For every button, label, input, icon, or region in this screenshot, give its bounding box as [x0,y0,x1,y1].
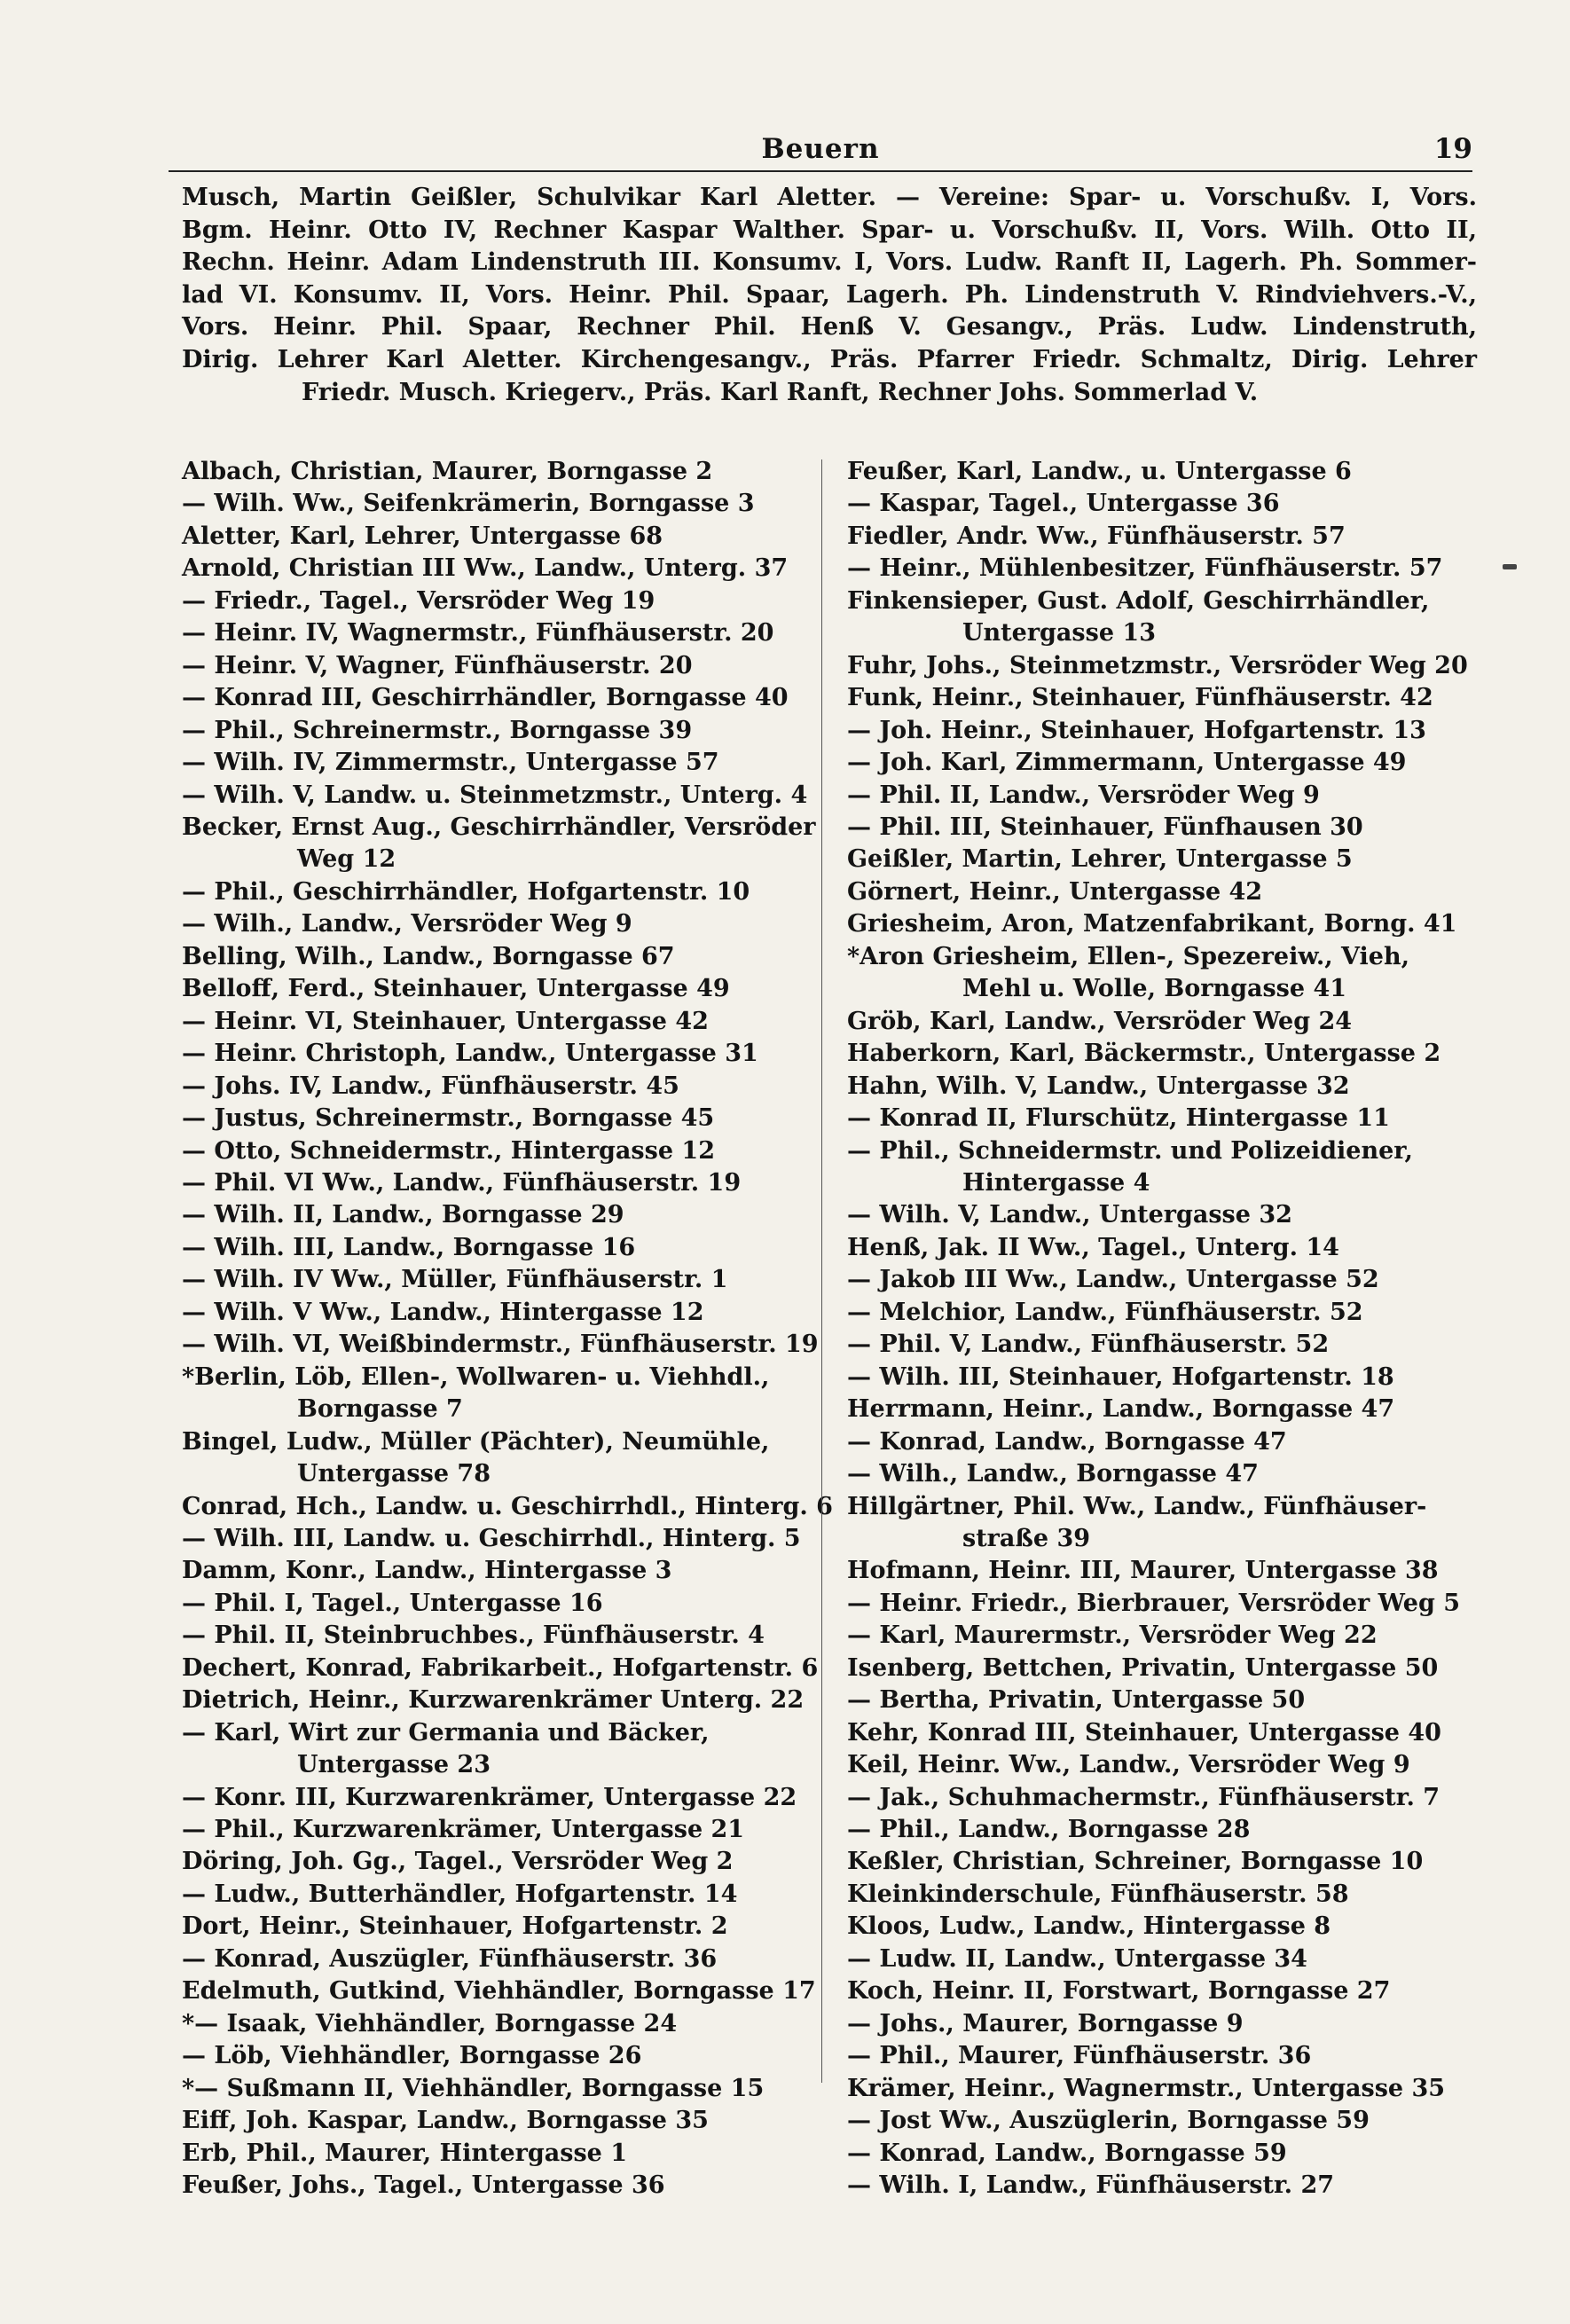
directory-entry: — Konrad, Landw., Borngasse 47 [847,1427,1287,1456]
page-number: 19 [1433,133,1472,165]
directory-entry: Erb, Phil., Maurer, Hintergasse 1 [182,2139,628,2167]
directory-entry: *Berlin, Löb, Ellen-, Wollwaren- u. Viehhdl., [182,1362,770,1391]
directory-entry: — Heinr. Friedr., Bierbrauer, Versröder Weg 5 [847,1589,1461,1617]
entry-continuation: Mehl u. Wolle, Borngasse 41 [962,975,1347,1003]
directory-entry: — Ludw. II, Landw., Untergasse 34 [847,1944,1307,1973]
directory-entry: — Phil. III, Steinhauer, Fünfhausen 30 [847,813,1363,841]
directory-entry: Fuhr, Johs., Steinmetzmstr., Versröder Weg 20 [847,651,1468,679]
intro-line: lad VI. Konsumv. II, Vors. Heinr. Phil. Spaar, Lagerh. Ph. Lindenstruth V. Rindviehvers.-V., [182,280,1477,309]
directory-entry: — Phil., Maurer, Fünfhäuserstr. 36 [847,2042,1312,2070]
directory-entry: Herrmann, Heinr., Landw., Borngasse 47 [847,1395,1395,1424]
directory-entry: — Konrad II, Flurschütz, Hintergasse 11 [847,1104,1390,1133]
directory-entry: *Aron Griesheim, Ellen-, Spezereiw., Vieh, [847,942,1409,970]
directory-entry: — Heinr. IV, Wagnermstr., Fünfhäuserstr. 20 [182,619,774,648]
directory-entry: Dietrich, Heinr., Kurzwarenkrämer Unterg. 22 [182,1686,805,1715]
directory-entry: Belling, Wilh., Landw., Borngasse 67 [182,942,675,970]
directory-entry: Funk, Heinr., Steinhauer, Fünfhäuserstr. 42 [847,684,1433,712]
running-title: Beuern [761,133,880,165]
directory-entry: — Wilh. III, Landw. u. Geschirrhdl., Hinterg. 5 [182,1524,801,1552]
directory-entry: — Konrad, Landw., Borngasse 59 [847,2139,1287,2167]
directory-entry: — Heinr., Mühlenbesitzer, Fünfhäuserstr. 57 [847,554,1443,583]
directory-entry: Kleinkinderschule, Fünfhäuserstr. 58 [847,1880,1349,1908]
directory-entry: Gröb, Karl, Landw., Versröder Weg 24 [847,1007,1353,1035]
directory-entry: Albach, Christian, Maurer, Borngasse 2 [182,458,713,485]
directory-entry: — Phil., Landw., Borngasse 28 [847,1816,1251,1844]
entry-continuation: Hintergasse 4 [962,1168,1150,1197]
intro-line: Vors. Heinr. Phil. Spaar, Rechner Phil. Henß V. Gesangv., Präs. Ludw. Lindenstruth, [182,313,1477,342]
directory-entry: — Jak., Schuhmachermstr., Fünfhäuserstr. 7 [847,1783,1440,1811]
directory-entry: — Phil., Geschirrhändler, Hofgartenstr. 10 [182,877,750,906]
directory-entry: — Phil. V, Landw., Fünfhäuserstr. 52 [847,1331,1330,1359]
directory-entry: — Konrad III, Geschirrhändler, Borngasse 40 [182,684,789,712]
directory-entry: — Friedr., Tagel., Versröder Weg 19 [182,586,655,615]
directory-entry: — Phil., Schreinermstr., Borngasse 39 [182,716,693,744]
directory-entry: — Johs., Maurer, Borngasse 9 [847,2009,1244,2037]
directory-entry: Feußer, Karl, Landw., u. Untergasse 6 [847,458,1352,485]
directory-entry: — Kaspar, Tagel., Untergasse 36 [847,490,1280,518]
directory-entry: — Wilh. I, Landw., Fünfhäuserstr. 27 [847,2171,1335,2200]
directory-entry: — Karl, Maurermstr., Versröder Weg 22 [847,1621,1378,1650]
directory-entry: — Phil. II, Landw., Versröder Weg 9 [847,781,1320,809]
intro-line: Rechn. Heinr. Adam Lindenstruth III. Konsumv. I, Vors. Ludw. Ranft II, Lagerh. Ph. Sommer- [182,248,1477,277]
directory-entry: — Heinr. Christoph, Landw., Untergasse 31 [182,1040,758,1068]
directory-entry: Kehr, Konrad III, Steinhauer, Untergasse 40 [847,1718,1441,1747]
directory-entry: — Jakob III Ww., Landw., Untergasse 52 [847,1266,1379,1294]
directory-entry: — Melchior, Landw., Fünfhäuserstr. 52 [847,1298,1363,1326]
right-column [847,456,1477,2202]
directory-entry: — Wilh. II, Landw., Borngasse 29 [182,1201,624,1229]
associations-paragraph [182,182,1477,409]
directory-entry: Arnold, Christian III Ww., Landw., Unterg. 37 [182,554,789,583]
directory-entry: Becker, Ernst Aug., Geschirrhändler, Versröder [182,813,816,841]
directory-entry: Henß, Jak. II Ww., Tagel., Unterg. 14 [847,1233,1339,1261]
directory-entry: — Wilh. V, Landw., Untergasse 32 [847,1201,1292,1229]
directory-entry: Isenberg, Bettchen, Privatin, Untergasse 50 [847,1653,1439,1682]
directory-entry: — Wilh. III, Landw., Borngasse 16 [182,1233,636,1261]
intro-line: Friedr. Musch. Kriegerv., Präs. Karl Ranft, Rechner Johs. Sommerlad V. [302,378,1259,406]
directory-entry: — Wilh. V Ww., Landw., Hintergasse 12 [182,1298,704,1326]
directory-entry: Conrad, Hch., Landw. u. Geschirrhdl., Hinterg. 6 [182,1492,833,1520]
directory-entry: Hahn, Wilh. V, Landw., Untergasse 32 [847,1072,1350,1100]
directory-entry: Geißler, Martin, Lehrer, Untergasse 5 [847,845,1353,874]
directory-entry: — Karl, Wirt zur Germania und Bäcker, [182,1718,710,1747]
directory-entry: Bingel, Ludw., Müller (Pächter), Neumühle, [182,1427,770,1456]
directory-entry: Keßler, Christian, Schreiner, Borngasse 10 [847,1848,1424,1876]
directory-entry: Dort, Heinr., Steinhauer, Hofgartenstr. 2 [182,1912,728,1941]
directory-entry: — Joh. Karl, Zimmermann, Untergasse 49 [847,749,1407,777]
directory-entry: — Wilh. III, Steinhauer, Hofgartenstr. 18 [847,1362,1394,1391]
directory-entry: — Phil. II, Steinbruchbes., Fünfhäuserstr. 4 [182,1621,765,1650]
entry-continuation: Untergasse 23 [297,1751,491,1779]
entry-continuation: Untergasse 78 [297,1460,491,1488]
page-header [169,133,1472,169]
directory-entry: Haberkorn, Karl, Bäckermstr., Untergasse 2 [847,1040,1441,1068]
directory-entry: — Johs. IV, Landw., Fünfhäuserstr. 45 [182,1072,679,1100]
column-divider [821,459,822,2083]
directory-entry: Kloos, Ludw., Landw., Hintergasse 8 [847,1912,1331,1941]
directory-entry: — Wilh. VI, Weißbindermstr., Fünfhäuserstr. 19 [182,1331,819,1359]
directory-entry: — Joh. Heinr., Steinhauer, Hofgartenstr. 13 [847,716,1426,744]
directory-entry: Griesheim, Aron, Matzenfabrikant, Borng. 41 [847,910,1457,938]
directory-entry: — Justus, Schreinermstr., Borngasse 45 [182,1104,715,1133]
directory-entry: Görnert, Heinr., Untergasse 42 [847,877,1263,906]
directory-entry: Hofmann, Heinr. III, Maurer, Untergasse 38 [847,1557,1439,1585]
directory-entry: Damm, Konr., Landw., Hintergasse 3 [182,1557,672,1585]
directory-entry: — Phil., Schneidermstr. und Polizeidiener, [847,1136,1413,1165]
intro-line: Musch, Martin Geißler, Schulvikar Karl Aletter. — Vereine: Spar- u. Vorschußv. I, Vors. [182,184,1477,211]
directory-entry: Döring, Joh. Gg., Tagel., Versröder Weg 2 [182,1848,734,1876]
directory-entry: — Wilh. IV, Zimmermstr., Untergasse 57 [182,749,719,777]
left-column [182,456,833,2202]
directory-entry: — Wilh., Landw., Versröder Weg 9 [182,910,632,938]
directory-entry: Eiff, Joh. Kaspar, Landw., Borngasse 35 [182,2107,709,2135]
intro-line: Dirig. Lehrer Karl Aletter. Kirchengesangv., Präs. Pfarrer Friedr. Schmaltz, Dirig. Lehrer [182,345,1477,373]
directory-entry: Krämer, Heinr., Wagnermstr., Untergasse 35 [847,2074,1446,2102]
directory-entry: *— Sußmann II, Viehhändler, Borngasse 15 [182,2074,765,2102]
directory-entry: Koch, Heinr. II, Forstwart, Borngasse 27 [847,1977,1391,2006]
directory-entry: — Bertha, Privatin, Untergasse 50 [847,1686,1306,1715]
directory-entry: — Jost Ww., Auszüglerin, Borngasse 59 [847,2107,1370,2135]
directory-entry: — Otto, Schneidermstr., Hintergasse 12 [182,1136,715,1165]
directory-entry: Edelmuth, Gutkind, Viehhändler, Borngasse 17 [182,1977,816,2006]
directory-entry: — Wilh., Landw., Borngasse 47 [847,1460,1259,1488]
directory-entry: — Löb, Viehhändler, Borngasse 26 [182,2042,642,2070]
directory-entry: — Konrad, Auszügler, Fünfhäuserstr. 36 [182,1944,718,1973]
directory-entry: Belloff, Ferd., Steinhauer, Untergasse 49 [182,975,730,1003]
directory-entry: — Wilh. V, Landw. u. Steinmetzmstr., Unterg. 4 [182,781,808,809]
header-rule [169,170,1472,172]
directory-entry: — Heinr. VI, Steinhauer, Untergasse 42 [182,1007,709,1035]
directory-entry: — Ludw., Butterhändler, Hofgartenstr. 14 [182,1880,738,1908]
directory-entry: — Wilh. Ww., Seifenkrämerin, Borngasse 3 [182,490,755,518]
directory-entry: — Phil. I, Tagel., Untergasse 16 [182,1589,603,1617]
entry-continuation: Borngasse 7 [297,1395,463,1424]
directory-entry: Hillgärtner, Phil. Ww., Landw., Fünfhäuser- [847,1492,1427,1520]
directory-entry: Dechert, Konrad, Fabrikarbeit., Hofgartenstr. 6 [182,1653,819,1682]
directory-entry: Aletter, Karl, Lehrer, Untergasse 68 [182,522,663,550]
directory-entry: — Wilh. IV Ww., Müller, Fünfhäuserstr. 1 [182,1266,728,1294]
entry-continuation: Weg 12 [297,845,396,874]
directory-entry: *— Isaak, Viehhändler, Borngasse 24 [182,2009,678,2037]
directory-entry: — Konr. III, Kurzwarenkrämer, Untergasse 22 [182,1783,797,1811]
directory-entry: — Heinr. V, Wagner, Fünfhäuserstr. 20 [182,651,693,679]
intro-line: Bgm. Heinr. Otto IV, Rechner Kaspar Walther. Spar- u. Vorschußv. II, Vors. Wilh. Otto II, [182,216,1477,244]
scan-mark [1503,564,1517,569]
directory-entry: Feußer, Johs., Tagel., Untergasse 36 [182,2171,665,2200]
directory-entry: Finkensieper, Gust. Adolf, Geschirrhändler, [847,586,1430,615]
entry-continuation: Untergasse 13 [962,619,1156,648]
entry-continuation: straße 39 [962,1524,1091,1552]
directory-entry: — Phil., Kurzwarenkrämer, Untergasse 21 [182,1816,745,1844]
directory-entry: Keil, Heinr. Ww., Landw., Versröder Weg 9 [847,1751,1410,1779]
directory-entry: — Phil. VI Ww., Landw., Fünfhäuserstr. 19 [182,1168,742,1197]
directory-entry: Fiedler, Andr. Ww., Fünfhäuserstr. 57 [847,522,1346,550]
